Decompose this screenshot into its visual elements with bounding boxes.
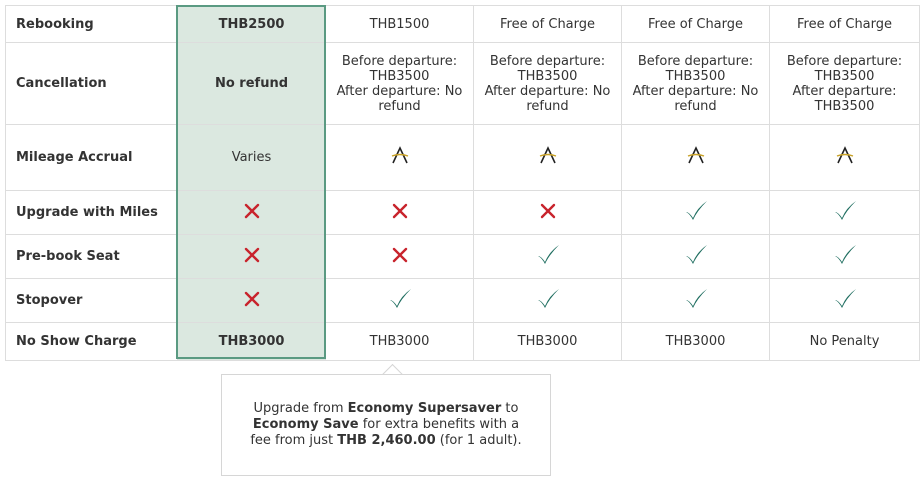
promo-text-part: Upgrade from — [253, 401, 348, 416]
table-row — [6, 191, 920, 235]
fare-cell-value: Before departure: THB3500 After departure: No refund — [622, 43, 770, 125]
fare-cell-icon — [178, 235, 326, 279]
cross-icon — [539, 202, 557, 224]
fare-cell-icon — [326, 125, 474, 191]
promo-fare-from: Economy Supersaver — [347, 401, 502, 416]
fare-cell-value: THB3000 — [178, 323, 326, 361]
fare-cell-value: THB3000 — [326, 323, 474, 361]
fare-cell-icon — [770, 125, 920, 191]
cross-icon — [391, 202, 409, 224]
fare-cell-value: THB2500 — [178, 6, 326, 43]
promo-text-part: to — [501, 401, 519, 416]
fare-cell-value: Before departure: THB3500 After departure: No refund — [474, 43, 622, 125]
fare-cell-icon — [622, 235, 770, 279]
fare-cell-value: THB3000 — [622, 323, 770, 361]
check-icon — [535, 243, 561, 271]
fare-cell-value: No Penalty — [770, 323, 920, 361]
cross-icon — [243, 246, 261, 268]
row-label-pre-book-seat: Pre-book Seat — [6, 235, 178, 279]
check-icon — [832, 199, 858, 227]
fare-cell-icon — [474, 235, 622, 279]
fare-cell-value: Varies — [178, 125, 326, 191]
row-label-upgrade-with-miles: Upgrade with Miles — [6, 191, 178, 235]
row-label-rebooking: Rebooking — [6, 6, 178, 43]
fare-cell-value: Free of Charge — [770, 6, 920, 43]
promo-fare-to: Economy Save — [252, 417, 359, 432]
fare-cell-icon — [326, 279, 474, 323]
cross-icon — [243, 290, 261, 312]
check-icon — [832, 287, 858, 315]
fare-cell-value: Free of Charge — [622, 6, 770, 43]
fare-cell-icon — [770, 191, 920, 235]
table-row — [6, 125, 920, 191]
table-row — [6, 279, 920, 323]
fare-cell-value: Free of Charge — [474, 6, 622, 43]
fare-cell-icon — [178, 191, 326, 235]
check-icon — [683, 199, 709, 227]
fare-cell-icon — [474, 191, 622, 235]
fare-cell-icon — [622, 279, 770, 323]
row-label-stopover: Stopover — [6, 279, 178, 323]
fare-comparison-table — [5, 5, 920, 361]
fare-table-body — [6, 6, 920, 361]
upgrade-promo-box — [221, 374, 551, 476]
fare-cell-value: THB3000 — [474, 323, 622, 361]
fare-cell-icon — [622, 125, 770, 191]
fare-cell-icon — [622, 191, 770, 235]
check-icon — [387, 287, 413, 315]
fare-cell-value: THB1500 — [326, 6, 474, 43]
cross-icon — [243, 202, 261, 224]
table-row — [6, 43, 920, 125]
check-icon — [832, 243, 858, 271]
table-row — [6, 323, 920, 361]
upgrade-promo-text — [242, 401, 530, 449]
miles-icon — [834, 145, 856, 171]
fare-cell-icon — [474, 279, 622, 323]
row-label-no-show-charge: No Show Charge — [6, 323, 178, 361]
row-label-mileage-accrual: Mileage Accrual — [6, 125, 178, 191]
fare-cell-value: No refund — [178, 43, 326, 125]
fare-cell-icon — [178, 279, 326, 323]
fare-cell-icon — [770, 279, 920, 323]
promo-text-part: (for 1 adult). — [435, 433, 522, 448]
fare-cell-icon — [326, 235, 474, 279]
check-icon — [683, 287, 709, 315]
fare-cell-icon — [474, 125, 622, 191]
promo-text-part: for extra benefits with a fee from just — [250, 417, 520, 448]
fare-cell-icon — [770, 235, 920, 279]
miles-icon — [537, 145, 559, 171]
fare-cell-value: Before departure: THB3500 After departure: No refund — [326, 43, 474, 125]
check-icon — [535, 287, 561, 315]
table-row — [6, 6, 920, 43]
check-icon — [683, 243, 709, 271]
row-label-cancellation: Cancellation — [6, 43, 178, 125]
table-row — [6, 235, 920, 279]
promo-price: THB 2,460.00 — [337, 433, 436, 448]
miles-icon — [685, 145, 707, 171]
fare-cell-icon — [326, 191, 474, 235]
miles-icon — [389, 145, 411, 171]
fare-cell-value: Before departure: THB3500 After departure: THB3500 — [770, 43, 920, 125]
cross-icon — [391, 246, 409, 268]
